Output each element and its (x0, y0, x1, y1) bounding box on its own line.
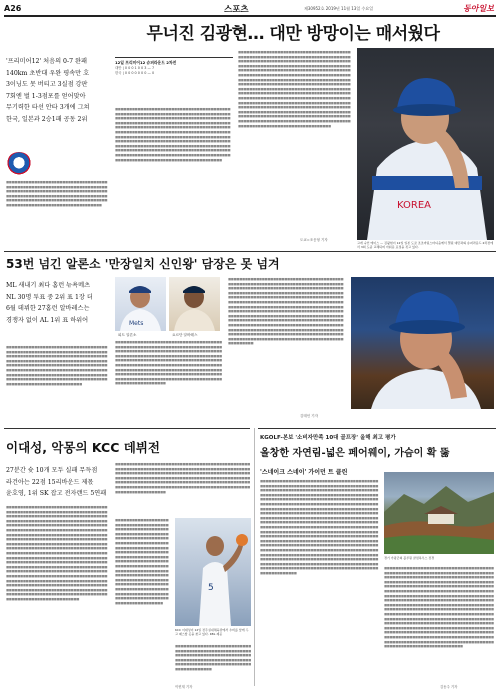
text-filler: ■■■■■■■■■■■■■■■■■■■■■■■■■■■■■■■■■■■■■■■■■■■■■■■■■■■■■■■■■■■■■■■■■■■■■■■■■■■■■■■■■■■■■■■■■■■■■■■■■■■■■■■■■■■■■■■■■■■■■■■■■■■■■■■■■■■■■■■■■■■■■■■■■■■■■■■■■■■■■■■■■■■■■■■■■■■■■■■■■■■■■■■■■■■■■■■■■■■■■■■■■■■■■■■■■■■■■■■■■■■■■■■■■■■■■■■■■■■■■■■■■■■■■■■■■■■■■■■■■■■■■■■■■■■■■■■■■■■■■■■■■■■■■■■■■■■■■■■■■■■■■■■■■■■■■■■■■■■■■■■■■■■■■■■■■■■■■■■■■■■■■■■■■■■■■■■■■■■■■■■■■■■■■■■■■■■■■■■■■■■■■■■■■■■■■■■■■■■■■■■■■■■■■■■■■■■■■■■■■■■■■■■■■■■■■■■■■■■■■■■■■■■■■■■■■■■■■■■■■■■■■■■■■■■■■■■■■■■■■■■■■■■■■■■■■■■■■■■■■■■■■■■■■■■■■■■■■■■■■■■■■■■■■■■■■■■■■■■■■■■■■■■■■■■■■■■■■■■■■■■■■■■■■■■■■■■■■■■■■■■■■■■■■■■■■■■■■■■■■■■■■■■■■■■■■■■■■■■■■■■■■■■■■■■■■■■■■■■■■■■■■■■■■■■■■■■■■■■■■■■■■■■■■■■■■■■■■■■■■■■■■■■■■■■■■■■ (384, 566, 494, 649)
column-divider (254, 428, 255, 686)
story4-photo-caption: 경기 가평군의 블루원 클럽하우스 전경 (384, 556, 435, 560)
story2-body-col3 (228, 277, 346, 412)
photo-caption-alvarez: 요르단 알바레스 (172, 333, 198, 337)
text-filler: ■■■■■■■■■■■■■■■■■■■■■■■■■■■■■■■■■■■■■■■■■■■■■■■■■■■■■■■■■■■■■■■■■■■■■■■■■■■■■■■■■■■■■■■■■■■■■■■■■■■■■■■■■■■■■■■■■■■■■■■■■■■■■■■■■■■■■■■■■■■■■■■■■■■■■■■■■■■■■■■■■■■■■■■■■■■■■■■■■■■■■■■■■■■■■■■■■■■■■■■■■■■■■■■■■■■■■■■■■■■■■■■■■■■■■■■■■■■■■■■■■■■■■■■■■■■■■■■■■■■■■■■■■■■■■■■■■■■■■■■■■■■■■■■■■■■■■■■■■■■■■■■■■■■■■■■■■■■ (6, 345, 108, 386)
story4-byline: 김동주 기자 (440, 685, 458, 689)
svg-text:KOREA: KOREA (397, 200, 431, 211)
story3-deck: 27분간 슛 10개 모두 실패 무득점 라건아는 22점 15리바운드 제몫 윤호영, 1위 SK 잡고 전자랜드 5연패 (6, 467, 107, 497)
story2-body-col1 (6, 345, 110, 420)
story3-photo-caption: KCC 이대성이 12일 전주실내체육관에서 수비를 앞에 두고 패스할 곳을 찾고 있다. KBL 제공 (175, 628, 249, 636)
pitcher-photo (357, 48, 494, 240)
text-filler: ■■■■■■■■■■■■■■■■■■■■■■■■■■■■■■■■■■■■■■■■■■■■■■■■■■■■■■■■■■■■■■■■■■■■■■■■■■■■■■■■■■■■■■■■■■■■■■■■■■■■■■■■■■■■■■■■■■■■■■■■■■■■■■■■■■■■■■■■■■■■■■■■■■■■■■■■■■■■■■■■■■■■■■■■■■■■■■■■■■■■■■■■■■■■■■■■■■■■■■■■■■■■■■■■■■■■■■■■■■■■■■■■■■■■■■■■■■■■■■■■■■■■■■■■■■■■■■■■■■■■■■■■■■■■■■■■■■■■■■■■■■■■■■■■■■■■■■■■■■■■■■■■■■■■■■■■■■■■■■■■■■■■■■■■■■■■■■■■■■■■■■■■■■■■■■■■■■■■■■■■■■■■■■■■■■■■■■■■■■■■■■■■■■■■■■■■■■■■■■■■■■■■■■■■■■■■■■■■■■■■■■■■■■■■■■■■■■■■■■■■■■■■■■■■■■■■■■■■■■■■■■■■■■■■■■■■■■■■■■■■■■■■■■■■■■■■■■■■■■■■■■■■■■■■■■■■■■■■■■■■■■■■■■■■■■■■■■■■■■■■■■■■■■■■■■■■■■■■■■■■■■■■■■■■■■■■■■■■■■■■■■■■■■■■■■■■■■■■■■■■■■■■■■■■■■■■■■■■■■■■■■■■■■■■■■■■■■■■■■■■■■■■■■■■■■■■■■■■■■■■■■■■■■■■■■■■■ (238, 50, 351, 128)
masthead (4, 3, 496, 14)
story1-body-col2 (115, 107, 233, 244)
story4-kicker: KGOLF-본보 '소비자만족 10대 골프장' 올해 최고 평가 (260, 435, 396, 441)
boxscore (115, 57, 233, 106)
baseball-icon (6, 152, 32, 176)
photo-caption-alonso: 피트 알론소 (118, 333, 137, 337)
boxscore-lines (115, 66, 233, 76)
player-portrait-icon (115, 277, 166, 331)
story4-body-col2 (384, 566, 494, 684)
text-filler: ■■■■■■■■■■■■■■■■■■■■■■■■■■■■■■■■■■■■■■■■■■■■■■■■■■■■■■■■■■■■■■■■■■■■■■■■■■■■■■■■■■■■■■■■■■■■■■■■■■■■■■■■■■■■■■■■■■■■■■■■■■■■■■■■■■■■■■■■■■■■■■■■■■■■■■■■■■■■■■■■■■■■■■■■■■■■■■■■■■■■■■■■■■■■■■■■■■■■■■■■■■■■■■■■■■■■■■■■■■■■■■■■■■■■■■■■■■■■■■■■■■■■■■■■■■■■■■■■■■■■■■■■■■■■■■■■■■■■■■■■■■■■■■■■■■■■■■■■■■■■■■■■■■■■■■■■■■■■■■■■■■■■■■■■■■■■■■■■■■■■■■■■■■■■■■■■■■■■■■■ (115, 518, 169, 605)
paper-name: 동아일보 (463, 4, 494, 13)
golf-course-icon (384, 472, 494, 554)
text-filler: ■■■■■■■■■■■■■■■■■■■■■■■■■■■■■■■■■■■■■■■■■■■■■■■■■■■■■■■■■■■■■■■■■■■■■■■■■■■■■■■■■■■■■■■■■■■■■■■■■■■■■■■■■■■■■■■■■■■■■■■■■■■■■■■■■■■■■■■■■■■■■■■■■■■■ (175, 644, 251, 671)
story4-deck: '스네이크 스네이' 가이던 트 클린 (260, 469, 348, 476)
basketball-photo (175, 518, 251, 626)
story1-body-col3 (238, 50, 352, 244)
story3-headline: 이대성, 악몽의 KCC 데뷔전 (6, 440, 160, 455)
story1-byline: 도쿄=조응형 기자 (300, 238, 328, 242)
basketball-player-icon (175, 518, 251, 626)
pitcher-closeup-icon (351, 277, 494, 409)
story3-body-col4 (175, 644, 251, 684)
story4-headline: 올창한 자연림-넓은 페어웨이, 가슴이 확 뚫 (260, 448, 450, 459)
player-photo-alvarez (169, 277, 220, 331)
text-filler: ■■■■■■■■■■■■■■■■■■■■■■■■■■■■■■■■■■■■■■■■■■■■■■■■■■■■■■■■■■■■■■■■■■■■■■■■■■■■■■■■■■■■■■■■■■■■■■■■■■■■■■■■■■■■■■■■■■■■■■■■■■■■■■■■■■■■■■■■■■■■■■■■■■■■■■■■■■■■■■■■■■■■■■■■■■■■■■■■■■■■■■■■■■■■■■■■■■■■■■■■■■■■■■■■■■■■■■■■■■■■■■■■■■■■■■■■■■■■■■■■■■■■■■■■■■■■■■■■■■■■■■■■■■■■■■■■■■■■■■■■■■■■■■■■■■■■■■■■■■■■■■■■■■ (115, 462, 250, 494)
text-filler: ■■■■■■■■■■■■■■■■■■■■■■■■■■■■■■■■■■■■■■■■■■■■■■■■■■■■■■■■■■■■■■■■■■■■■■■■■■■■■■■■■■■■■■■■■■■■■■■■■■■■■■■■■■■■■■■■■■■■■■■■■■■■■■■■■■■■■■■■■■■■■■■■■■■■■■■■■■■■■■■■■■■■■■■■■■■■■■■■■■■■■■■■■■■■■■■■■■■■■■■■■■■■■■■■■■■■■■■■■■■■■■■■■■■■■■■■■■■■■■■■■■■■■■■■■■■■■■■■■■■■■■■■■■■■■■■■■■■■■■■■■■■■■■■■■■■■■■■■■■■■■■■■■■■■■■■■■■■■■■■■■■■■■■■■■■■■■■■■■■■■■■■■■■■■■■■■■■■■■■■■■■■■■■■■■■■■■■■■■■■■■■■■■■■■■■■■■■■■■■■■■■■■■■■■■■■■■■■■■■■■■■■■■■■■■■■■■■■■■■■■■■■■■■■■■■■■■■■■■■■■■■■■■■■■■■■■■■■■■■■■■■■■■■■■■■■■■■■■■■■■■■■■■■■■■■■■■■■■■■■■■■■■■■■■■■■■■■■■■■■■■■■■■■■■■■■■■■■■■■■■■■■■■■■■■■■■■■■■■■■■■■■ (228, 277, 344, 346)
section-label: 스포츠 (224, 5, 249, 15)
text-filler: ■■■■■■■■■■■■■■■■■■■■■■■■■■■■■■■■■■■■■■■■■■■■■■■■■■■■■■■■■■■■■■■■■■■■■■■■■■■■■■■■■■■■■■■■■■■■■■■■■■■■■■■■■■■■■■■■■■■■■■■■■■■■■■■■■■■■■■■■■■■■■■■■■■■■■■■■■■■■■■■■■■■■■■■■■■■■■■■■■■■■■■■■■■■■■■■■■■■■■■■■■■■■■■■■■■■■■■■■■■■■■■■■■■■■■■■■■■■■■■■■■■■■■■■■■■■■■■■■■■■■■■■■■■■■■■■■■■■■■■■■■■■■■■■■■■■■■■■■■■■■■■■■■■■■■■■■■■■■■■■■■■■■■■■■■■■■■■■■■■■■■■■■■■■■■■■■■■■■■■■■■■■■■■■■■■■■■■■■■■■■■■■■■■■■■■■■■■■■■■■■■■■■■■■■■■■■■■■■■■■■■■■■■■■■■■■■■■■■■■■■■■■■■■■■■■■■■■■■■■■■■■■■■■■■■■■■■■■■■■■■■■■■■■■■■■■■■■■■■■■■■■■■■■■■■■■■■■■■■■■■■■■■■■■■■■■■■■■■■■■■■■■■■■■■■■■■■■■■■■■■■■■■■■■■■■■■■■■■■■■■■■■■■■■■■■■■■■■■■■■■■■■■■■■■■■■■■■■■■■■■■■■■■■■■■■■■■■■■■■■■■■■■■■■■■■■■■■■■■■■■■■■■■■■■■■■■■■■■■■■■■■■■■■■■■■■■■■■■■■■■■■■■■■■■■■■■■■■■■■■■■■■■■■■■■■■■■■■■■■■■■■■■■■■■■■■■■■■■■■■■■■■■■■■■■■■■■■■■■■■■■■■■■■■■■■■■■■■■■■■■■■■■■■■■■■■■■■■■■■■■■■■■■■■■■■■■■■■■■■■■■■■■■■■■■■■■■ (260, 479, 379, 575)
text-filler: ■■■■■■■■■■■■■■■■■■■■■■■■■■■■■■■■■■■■■■■■■■■■■■■■■■■■■■■■■■■■■■■■■■■■■■■■■■■■■■■■■■■■■■■■■■■■■■■■■■■■■■■■■■■■■■■■■■■■■■■■■■■■■■■■■■■■■■■■■■■■■■■■■■■■■■■■■■■■■■■■■■■■■■■■■■■■■■■■■■■■■■■■■■■■■■■■■■■■■■■■■■■■■■■■■■■■■■■■■■■■■■■■■■■■■■■■■■■■■■■■■■■■■■■■■■■■■■■■■■■■■■■■■■■■■■■■■■■■■■■■■■■■■■■■■■■■■■■■■■■■■■■■■■■■■■■■■■■■■■■■■■■■■■■■■■■■■■■■■■■■■■■■■■■■■■■■■■■■■■■■■■■■■■■■■■■■■■■■■■■■■■■■■■■■■■■■■■■■■■■■■■■■■■■■■■■■■■■■■■■■■■■■■■■■■■■■■■■■■■■■■■■■■■■■■■■■■■■■■■■■■■■■■■■■■■■■■■■■■■■■■■■■■■■■■ (115, 107, 231, 162)
player-photo-alonso (115, 277, 166, 331)
text-filler: ■■■■■■■■■■■■■■■■■■■■■■■■■■■■■■■■■■■■■■■■■■■■■■■■■■■■■■■■■■■■■■■■■■■■■■■■■■■■■■■■■■■■■■■■■■■■■■■■■■■■■■■■■■■■■■■■■■■■■■■■■■■■■■■■■■■■■■■■■■■■■■■■■■■■■■■■■■■■■■■■■■■■■■■■■■■■■■■■■■■■■■■■■■■■■■■■■■■■■■■■■■■■■■■■■■■■■■ (6, 180, 108, 207)
story1-photo-caption: 고개 숙인 에이스 — 김광현이 12일 일본 도쿄 조조마린스타디움에서 열린 대만과의 슈퍼라운드 2차전에서 3회 도중 교체되며 아쉬운 표정을 짓고 있다. (357, 241, 494, 249)
svg-text:5: 5 (208, 583, 214, 593)
golf-course-photo (384, 472, 494, 554)
player-portrait-icon (169, 277, 220, 331)
story4-body-col1 (260, 479, 380, 686)
boxscore-line: 대만 | 0 0 0 1 0 0 3 — 7 (115, 66, 155, 70)
story3-body-col1 (6, 505, 110, 685)
pitcher-figure-icon (357, 48, 494, 240)
masthead-rule (4, 15, 496, 17)
story3-body-col2 (115, 462, 250, 518)
story2-body-col2 (115, 340, 223, 420)
section-rule (4, 251, 496, 252)
boxscore-title: 12일 프리미어12 슈퍼라운드 2차전 (115, 60, 177, 65)
boxscore-line: 한국 | 0 0 0 0 0 0 0 — 0 (115, 71, 155, 75)
story2-deck: ML 새내기 최다 홈런 뉴욕메츠 NL 30명 투표 중 2위 표 1장 더 6월 데뷔한 27홈런 알바레스는 경쟁자 없이 AL 1위 표 하위어 (6, 282, 93, 324)
story1-body-col1 (6, 180, 110, 244)
story2-photo-caption (351, 410, 494, 424)
story1-headline: 무너진 김광현… 대만 방망이는 매서웠다 (146, 24, 440, 44)
story2-byline: 김태언 기자 (300, 414, 319, 418)
story2-headline: 53번 넘긴 알론소 '만장일치 신인왕' 담장은 못 넘겨 (6, 257, 280, 271)
story3-byline: 이헌재 기자 (175, 685, 193, 689)
section-rule (4, 428, 250, 429)
page-number: A26 (4, 4, 22, 13)
text-filler: ■■■■■■■■■■■■■■■■■■■■■■■■■■■■■■■■■■■■■■■■■■■■■■■■■■■■■■■■■■■■■■■■■■■■■■■■■■■■■■■■■■■■■■■■■■■■■■■■■■■■■■■■■■■■■■■■■■■■■■■■■■■■■■■■■■■■■■■■■■■■■■■■■■■■■■■■■■■■■■■■■■■■■■■■■■■■■■■■■■■■■■■■■■■■■■■■■■■■■■■■■■■■■■■■■■■■■■■■■■■■■■■■■■■■■■■■■■■■■■■■■■■■■■■■■■■■■■■■■■■■■■■■■■■■■■■■■■■■■■■■■■■■■■■■■■■■■■■■■■■■■■■■■■■■■■■■■■■■■■■■■■■■■■■■■■■■■■■■■■■■■■■■■■■■■■■■■■■■■■■■ (115, 340, 222, 386)
story1-deck: '프리미어12' 처음의 0-7 완패 140km 초반대 우완 평속만 호 3이닝도 못 버티고 3실점 강판 7회엔 벌 1-3점포를 얻어맞아 무기력한 타선 안타 3개에 그쳐 한국, 일본과 2승1패 공동 2위 (6, 58, 90, 123)
svg-text:Mets: Mets (129, 320, 144, 327)
text-filler: ■■■■■■■■■■■■■■■■■■■■■■■■■■■■■■■■■■■■■■■■■■■■■■■■■■■■■■■■■■■■■■■■■■■■■■■■■■■■■■■■■■■■■■■■■■■■■■■■■■■■■■■■■■■■■■■■■■■■■■■■■■■■■■■■■■■■■■■■■■■■■■■■■■■■■■■■■■■■■■■■■■■■■■■■■■■■■■■■■■■■■■■■■■■■■■■■■■■■■■■■■■■■■■■■■■■■■■■■■■■■■■■■■■■■■■■■■■■■■■■■■■■■■■■■■■■■■■■■■■■■■■■■■■■■■■■■■■■■■■■■■■■■■■■■■■■■■■■■■■■■■■■■■■■■■■■■■■■■■■■■■■■■■■■■■■■■■■■■■■■■■■■■■■■■■■■■■■■■■■■■■■■■■■■■■■■■■■■■■■■■■■■■■■■■■■■■■■■■■■■■■■■■■■■■■■■■■■■■■■■■■■■■■■■■■■■■■■■■■■■■■■■■■■■■■■■■■■■■■■■■■■■■■■■■■■■■■■■■■■■■■■■■■■■■■■■■■■■■■■■■■■■■■■■■■■■■■■■■■■■■■■■■■■■■■■■■■■■■■■■■■■■■■■■■■■■■■■■■■■■■■■■■■■■■■■■■■■■■■■■■■■■■■■■■■■■■■■■■■■■■■■■■■■■■■■■■■■■■■■■■■■■■■■■■■■■■■■■■■■■■■■■■■■■■■■■■■■■■■■■■■■■■■■■■■■■■■■■■■■■■■■■■■■■■■■■■■■■■■■■■■■■■■■■■■■■■■■■■■■■■■■■■■■■■■■■■■■■■■■■■■■■■■■ (6, 505, 108, 601)
dateline: 제30952호 2019년 11월 13일 수요일 (304, 6, 374, 11)
section-rule (258, 428, 496, 429)
story3-body-col3 (115, 518, 171, 685)
pitcher-closeup-photo (351, 277, 494, 409)
